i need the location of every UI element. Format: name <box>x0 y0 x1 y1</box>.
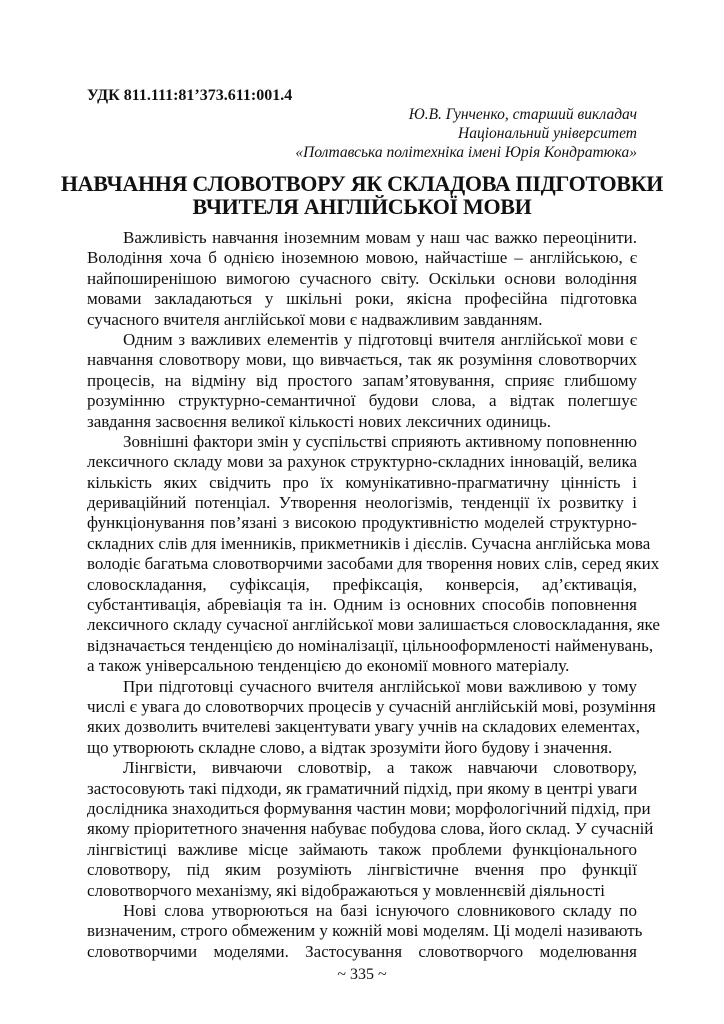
text-line: складних слів для іменників, прикметників і дієслів. Сучасна англійська мова <box>87 533 651 553</box>
article-title <box>0 172 724 218</box>
text-line: Лінгвісти, вивчаючи словотвір, а також навчаючи словотвору, <box>123 758 637 778</box>
text-line: розумінню структурно-семантичної будови слова, а відтак полегшує <box>87 391 637 411</box>
udk-code: УДК 811.111:81’373.611:001.4 <box>87 87 293 104</box>
text-line: визначеним, строго обмеженим у кожній мові моделям. Ці моделі називають <box>87 921 643 941</box>
author-name: Ю.В. Гунченко, старший викладач <box>408 106 637 123</box>
paragraph <box>87 330 637 432</box>
text-line: Зовнішні фактори змін у суспільстві сприяють активному поповненню <box>123 431 637 451</box>
text-line: словотворчими моделями. Застосування словотворчого моделювання <box>87 941 637 961</box>
text-line: функціонування пов’язані з високою продуктивністю моделей структурно- <box>87 513 637 533</box>
text-line: якому пріоритетного значення набуває побудова слова, його склад. У сучасній <box>87 819 654 839</box>
text-line: словотворчого механізму, які відображаються у мовленнєвій діяльності <box>87 880 606 900</box>
text-line: кількість яких свідчить про їх комунікативно-прагматичну цінність і <box>87 472 637 492</box>
text-line: субстантивація, абревіація та ін. Одним із основних способів поповнення <box>87 595 637 615</box>
text-line: завдання засвоєння великої кількості нових лексичних одиниць. <box>87 411 552 431</box>
paragraph <box>87 228 637 330</box>
title-line: НАВЧАННЯ СЛОВОТВОРУ ЯК СКЛАДОВА ПІДГОТОВКИ <box>60 171 664 196</box>
text-line: а також універсальною тенденцією до економії мовного матеріалу. <box>87 656 570 676</box>
text-line: володіє багатьма словотворчими засобами для творення нових слів, серед яких <box>87 554 660 574</box>
text-line: лінгвістиці важливе місце займають також проблеми функціонального <box>87 839 637 859</box>
paragraph <box>87 900 643 962</box>
author-block <box>295 106 637 162</box>
article-body <box>87 228 660 962</box>
text-line: Нові слова утворюються на базі існуючого словникового складу по <box>123 900 637 920</box>
text-line: яких дозволить вчителеві закцентувати увагу учнів на складових елементах, <box>87 717 641 737</box>
text-line: дериваційний потенціал. Утворення неологізмів, тенденції їх розвитку і <box>87 493 637 513</box>
text-line: застосовують такі підходи, як граматичний підхід, при якому в центрі уваги <box>87 778 638 798</box>
text-line: словоскладання, суфіксація, префіксація, конверсія, ад’єктивація, <box>87 574 637 594</box>
page-number: ~ 335 ~ <box>337 966 387 983</box>
text-line: числі є увага до словотворчих процесів у сучасній англійській мові, розуміння <box>87 696 656 716</box>
author-institution: «Полтавська політехніка імені Юрія Кондратюка» <box>295 143 637 161</box>
text-line: лексичного складу сучасної англійської мови залишається словоскладання, яке <box>87 615 660 635</box>
text-line: Одним з важливих елементів у підготовці вчителя англійської мови є <box>123 329 637 349</box>
text-line: дослідника знаходиться формування частин мови; морфологічний підхід, при <box>87 798 651 818</box>
text-line: При підготовці сучасного вчителя англійської мови важливою у тому <box>123 676 637 696</box>
title-line: ВЧИТЕЛЯ АНГЛІЙСЬКОЇ МОВИ <box>192 194 532 219</box>
text-line: Важливість навчання іноземним мовам у наш час важко переоцінити. <box>123 228 637 247</box>
author-affiliation: Національний університет <box>458 124 637 142</box>
text-line: Володіння хоча б однією іноземною мовою, найчастіше – англійською, є <box>87 248 637 268</box>
text-line: відзначається тенденцією до номіналізації, цільнооформленості найменувань, <box>87 635 654 655</box>
text-line: навчання словотвору мови, що вивчається, так як розуміння словотворчих <box>87 350 637 370</box>
text-line: процесів, на відміну від простого запам’ятовування, сприяє глибшому <box>87 370 637 390</box>
paragraph <box>87 676 656 759</box>
text-line: що утворюють складне слово, а відтак зрозуміти його будову і значення. <box>87 737 613 757</box>
text-line: словотвору, під яким розуміють лінгвістичне вчення про функції <box>87 860 637 880</box>
text-line: лексичного складу мови за рахунок структурно-складних інновацій, велика <box>87 452 637 472</box>
text-line: мовами закладаються у шкільні роки, якісна професійна підготовка <box>87 289 637 309</box>
text-line: найпоширенішою вимогою сучасного світу. Оскільки основи володіння <box>87 268 637 288</box>
text-line: сучасного вчителя англійської мови є надважливим завданням. <box>87 309 543 329</box>
paragraph <box>87 758 654 901</box>
paragraph <box>87 431 660 677</box>
